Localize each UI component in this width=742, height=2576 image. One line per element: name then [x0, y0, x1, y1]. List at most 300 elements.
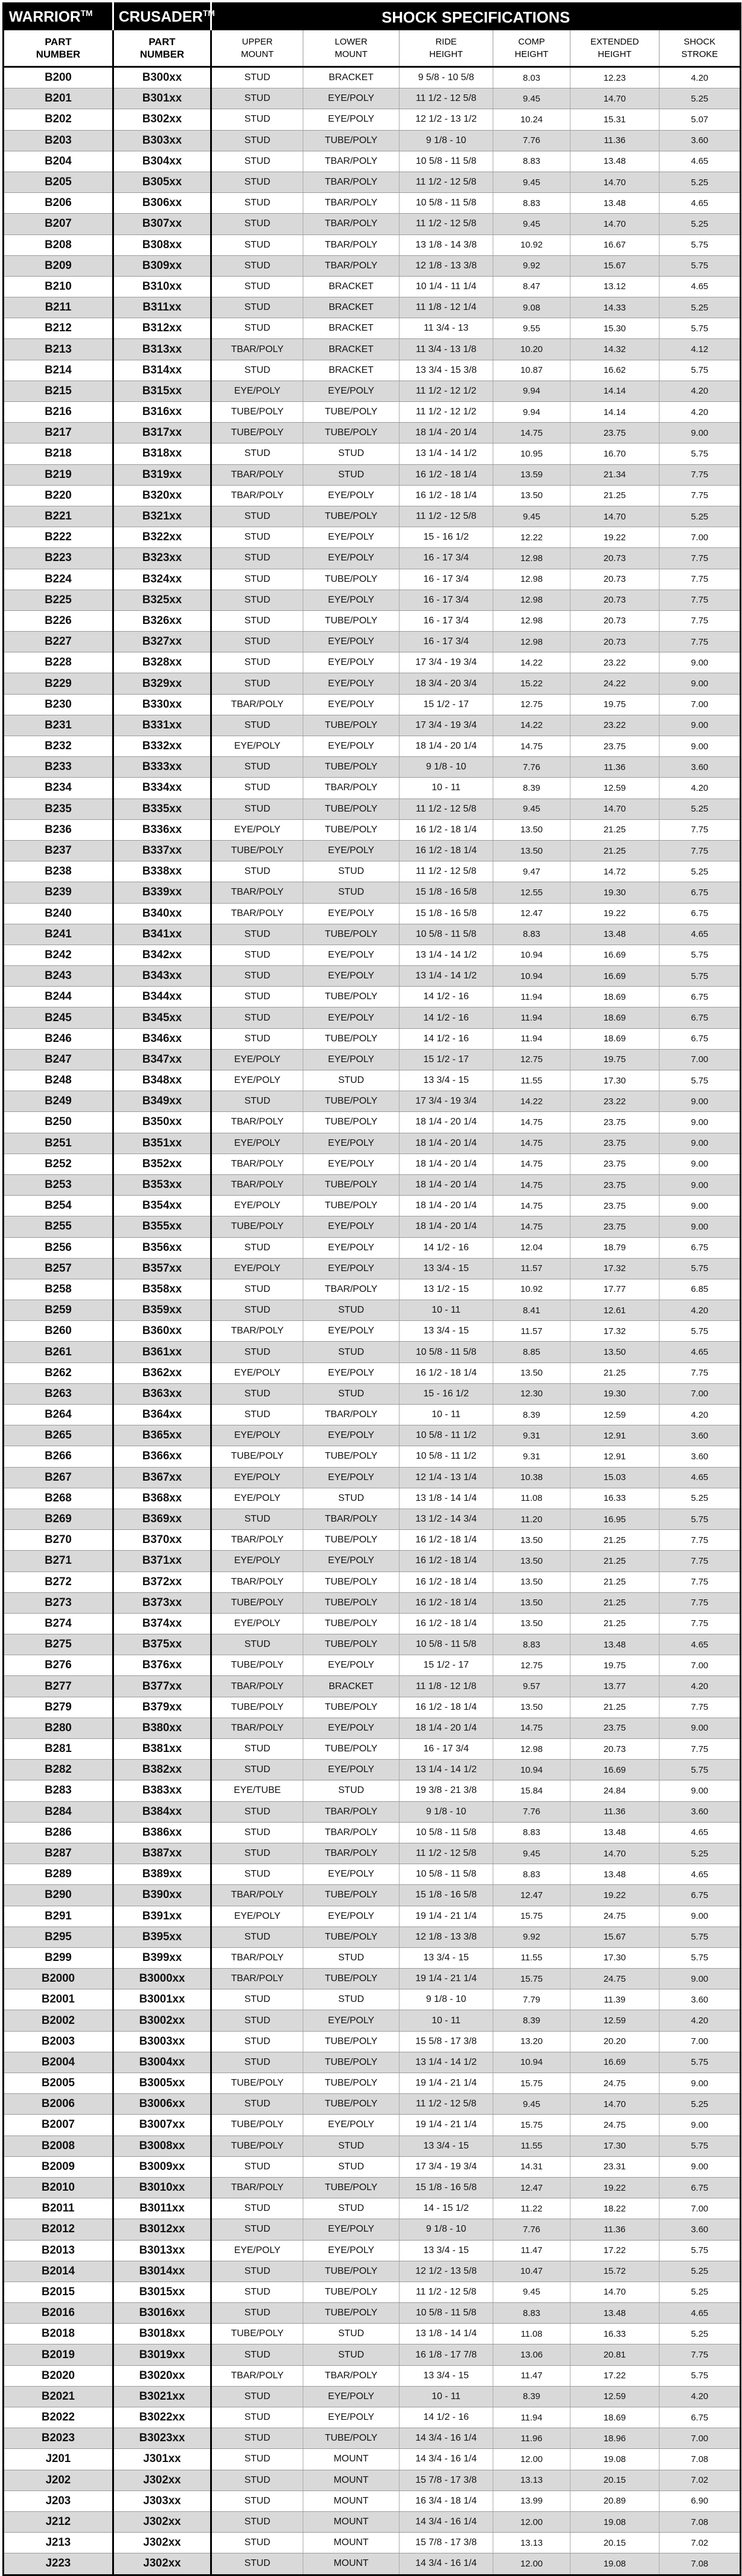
table-row [4, 1363, 741, 1383]
lower-mount: TBAR/POLY [303, 1405, 399, 1425]
warrior-part-number: B213 [4, 339, 113, 360]
lower-mount: TUBE/POLY [303, 1174, 399, 1195]
warrior-part-number: B219 [4, 464, 113, 485]
extended-height: 18.79 [570, 1237, 659, 1258]
lower-mount: EYE/POLY [303, 527, 399, 548]
ride-height: 18 1/4 - 20 1/4 [399, 1112, 493, 1133]
table-row [4, 172, 741, 192]
table-row [4, 736, 741, 757]
comp-height: 12.47 [493, 1885, 570, 1906]
shock-stroke: 4.65 [659, 2303, 741, 2324]
ride-height: 9 1/8 - 10 [399, 757, 493, 778]
crusader-part-number: B371xx [113, 1551, 211, 1571]
ride-height: 13 1/4 - 14 1/2 [399, 966, 493, 987]
lower-mount: TUBE/POLY [303, 1697, 399, 1718]
lower-mount: EYE/POLY [303, 485, 399, 506]
shock-stroke: 5.75 [659, 966, 741, 987]
crusader-part-number: B357xx [113, 1258, 211, 1279]
crusader-part-number: B363xx [113, 1383, 211, 1404]
warrior-part-number: B239 [4, 882, 113, 903]
extended-height: 15.03 [570, 1467, 659, 1488]
comp-height: 8.39 [493, 1405, 570, 1425]
lower-mount: EYE/POLY [303, 652, 399, 673]
comp-height: 13.50 [493, 1363, 570, 1383]
extended-height: 19.75 [570, 1049, 659, 1070]
extended-height: 21.25 [570, 1613, 659, 1634]
warrior-part-number: B274 [4, 1613, 113, 1634]
ride-height: 14 3/4 - 16 1/4 [399, 2511, 493, 2532]
ride-height: 10 - 11 [399, 1300, 493, 1321]
shock-stroke: 7.75 [659, 464, 741, 485]
comp-height: 8.83 [493, 151, 570, 172]
warrior-part-number: B290 [4, 1885, 113, 1906]
warrior-part-number: B251 [4, 1133, 113, 1154]
table-row [4, 1801, 741, 1822]
upper-mount: STUD [211, 2094, 303, 2115]
ride-height: 19 1/4 - 21 1/4 [399, 2115, 493, 2135]
ride-height: 10 5/8 - 11 1/2 [399, 1446, 493, 1467]
comp-height: 8.41 [493, 1300, 570, 1321]
spec-sheet [2, 2, 740, 2576]
table-row [4, 882, 741, 903]
table-row [4, 2115, 741, 2135]
warrior-part-number: B2000 [4, 1969, 113, 1989]
extended-height: 15.67 [570, 255, 659, 276]
upper-mount: STUD [211, 2553, 303, 2575]
upper-mount: STUD [211, 569, 303, 590]
comp-height: 14.75 [493, 1112, 570, 1133]
crusader-part-number: B372xx [113, 1571, 211, 1592]
crusader-part-number: B364xx [113, 1405, 211, 1425]
crusader-part-number: B389xx [113, 1864, 211, 1885]
shock-stroke: 5.25 [659, 1843, 741, 1864]
extended-height: 20.20 [570, 2031, 659, 2052]
lower-mount: TUBE/POLY [303, 1927, 399, 1947]
crusader-part-number: B384xx [113, 1801, 211, 1822]
warrior-part-number: B2022 [4, 2407, 113, 2428]
upper-mount: STUD [211, 297, 303, 318]
warrior-part-number: B209 [4, 255, 113, 276]
crusader-part-number: B300xx [113, 67, 211, 88]
comp-height: 8.83 [493, 924, 570, 945]
comp-height: 12.22 [493, 527, 570, 548]
warrior-part-number: B234 [4, 778, 113, 799]
shock-stroke: 7.75 [659, 1571, 741, 1592]
comp-height: 14.75 [493, 736, 570, 757]
warrior-part-number: B2011 [4, 2198, 113, 2219]
warrior-part-number: B2020 [4, 2365, 113, 2386]
warrior-part-number: B268 [4, 1488, 113, 1509]
table-row [4, 1091, 741, 1112]
crusader-part-number: B3009xx [113, 2156, 211, 2177]
extended-height: 18.22 [570, 2198, 659, 2219]
extended-height: 13.48 [570, 2303, 659, 2324]
shock-stroke: 9.00 [659, 1780, 741, 1801]
table-row [4, 1927, 741, 1947]
crusader-part-number: B376xx [113, 1655, 211, 1676]
crusader-part-number-header: PART NUMBER [113, 30, 211, 67]
table-row [4, 2449, 741, 2470]
shock-stroke: 5.25 [659, 861, 741, 882]
crusader-part-number: B395xx [113, 1927, 211, 1947]
shock-stroke: 6.75 [659, 1028, 741, 1049]
extended-height: 13.48 [570, 193, 659, 214]
warrior-part-number: B287 [4, 1843, 113, 1864]
upper-mount: TUBE/POLY [211, 2135, 303, 2156]
upper-mount: STUD [211, 2031, 303, 2052]
ride-height: 11 1/8 - 12 1/4 [399, 297, 493, 318]
ride-height: 16 - 17 3/4 [399, 590, 493, 610]
extended-height: 23.75 [570, 1718, 659, 1738]
table-row [4, 569, 741, 590]
shock-stroke: 9.00 [659, 1133, 741, 1154]
lower-mount: EYE/POLY [303, 2386, 399, 2407]
crusader-part-number: B340xx [113, 903, 211, 924]
crusader-part-number: B307xx [113, 214, 211, 235]
table-header [4, 4, 741, 67]
shock-stroke: 5.25 [659, 88, 741, 109]
table-row [4, 1509, 741, 1529]
upper-mount: STUD [211, 1028, 303, 1049]
upper-mount: TBAR/POLY [211, 2365, 303, 2386]
shock-stroke: 5.75 [659, 1321, 741, 1342]
upper-mount: STUD [211, 193, 303, 214]
ride-height: 19 1/4 - 21 1/4 [399, 1906, 493, 1927]
shock-stroke: 6.75 [659, 903, 741, 924]
comp-height: 12.55 [493, 882, 570, 903]
table-row [4, 423, 741, 443]
comp-height: 12.98 [493, 569, 570, 590]
lower-mount: STUD [303, 1780, 399, 1801]
table-row [4, 548, 741, 569]
shock-specifications-title: SHOCK SPECIFICATIONS [211, 4, 741, 31]
table-row [4, 590, 741, 610]
ride-height: 17 3/4 - 19 3/4 [399, 715, 493, 736]
ride-height: 16 - 17 3/4 [399, 548, 493, 569]
crusader-part-number: B3000xx [113, 1969, 211, 1989]
upper-mount-header: UPPER MOUNT [211, 30, 303, 67]
table-row [4, 1613, 741, 1634]
extended-height: 16.70 [570, 443, 659, 464]
crusader-part-number: B315xx [113, 381, 211, 401]
extended-height: 21.25 [570, 1697, 659, 1718]
table-row [4, 1258, 741, 1279]
lower-mount: TUBE/POLY [303, 2303, 399, 2324]
warrior-part-number: B261 [4, 1342, 113, 1363]
shock-stroke: 5.75 [659, 1258, 741, 1279]
table-row [4, 799, 741, 819]
crusader-part-number: B381xx [113, 1739, 211, 1760]
crusader-part-number: B351xx [113, 1133, 211, 1154]
upper-mount: EYE/POLY [211, 1133, 303, 1154]
warrior-part-number: B202 [4, 109, 113, 130]
ride-height: 10 1/4 - 11 1/4 [399, 276, 493, 297]
warrior-part-number: B271 [4, 1551, 113, 1571]
upper-mount: STUD [211, 1509, 303, 1529]
comp-height: 11.57 [493, 1258, 570, 1279]
crusader-part-number: B387xx [113, 1843, 211, 1864]
shock-stroke: 7.75 [659, 569, 741, 590]
warrior-part-number: B281 [4, 1739, 113, 1760]
lower-mount: TUBE/POLY [303, 1112, 399, 1133]
table-row [4, 2282, 741, 2302]
upper-mount: STUD [211, 255, 303, 276]
ride-height: 11 1/2 - 12 5/8 [399, 214, 493, 235]
ride-height: 14 3/4 - 16 1/4 [399, 2449, 493, 2470]
lower-mount: STUD [303, 1342, 399, 1363]
crusader-part-number: B330xx [113, 694, 211, 715]
table-row [4, 193, 741, 214]
shock-stroke: 5.25 [659, 2282, 741, 2302]
upper-mount: EYE/POLY [211, 1467, 303, 1488]
warrior-part-number: B2016 [4, 2303, 113, 2324]
comp-height: 9.92 [493, 1927, 570, 1947]
comp-height: 12.98 [493, 632, 570, 652]
crusader-part-number: B348xx [113, 1070, 211, 1091]
comp-height: 9.94 [493, 381, 570, 401]
extended-height: 13.77 [570, 1676, 659, 1697]
comp-height: 8.39 [493, 2010, 570, 2031]
comp-height: 14.22 [493, 1091, 570, 1112]
table-row [4, 1822, 741, 1843]
comp-height: 8.47 [493, 276, 570, 297]
ride-height: 15 1/8 - 16 5/8 [399, 1885, 493, 1906]
comp-height-header: COMP HEIGHT [493, 30, 570, 67]
warrior-part-number: B231 [4, 715, 113, 736]
comp-height: 7.79 [493, 1989, 570, 2010]
warrior-part-number: B270 [4, 1530, 113, 1551]
crusader-part-number: B360xx [113, 1321, 211, 1342]
ride-height: 16 1/2 - 18 1/4 [399, 1613, 493, 1634]
table-row [4, 360, 741, 381]
extended-height: 19.75 [570, 1655, 659, 1676]
extended-height: 20.73 [570, 548, 659, 569]
lower-mount: TUBE/POLY [303, 987, 399, 1007]
table-row [4, 2261, 741, 2282]
table-row [4, 485, 741, 506]
lower-mount: TBAR/POLY [303, 172, 399, 192]
warrior-part-number: B246 [4, 1028, 113, 1049]
comp-height: 13.99 [493, 2491, 570, 2511]
crusader-part-number: B308xx [113, 235, 211, 255]
comp-height: 13.06 [493, 2344, 570, 2365]
warrior-part-number: B238 [4, 861, 113, 882]
comp-height: 14.75 [493, 1196, 570, 1216]
comp-height: 12.75 [493, 694, 570, 715]
ride-height: 13 1/8 - 14 3/8 [399, 235, 493, 255]
comp-height: 13.59 [493, 464, 570, 485]
shock-stroke: 6.75 [659, 1885, 741, 1906]
lower-mount: EYE/POLY [303, 903, 399, 924]
upper-mount: EYE/TUBE [211, 1780, 303, 1801]
crusader-part-number: B350xx [113, 1112, 211, 1133]
extended-height: 13.48 [570, 1822, 659, 1843]
lower-mount: STUD [303, 2198, 399, 2219]
comp-height: 11.08 [493, 2324, 570, 2344]
crusader-part-number: B383xx [113, 1780, 211, 1801]
ride-height: 15 7/8 - 17 3/8 [399, 2470, 493, 2491]
extended-height: 20.15 [570, 2533, 659, 2553]
upper-mount: TBAR/POLY [211, 1676, 303, 1697]
comp-height: 13.50 [493, 840, 570, 861]
upper-mount: TUBE/POLY [211, 402, 303, 423]
comp-height: 12.75 [493, 1049, 570, 1070]
warrior-part-number: B255 [4, 1216, 113, 1237]
shock-stroke: 7.75 [659, 590, 741, 610]
lower-mount: TBAR/POLY [303, 193, 399, 214]
extended-height: 20.73 [570, 590, 659, 610]
warrior-part-number: B265 [4, 1425, 113, 1446]
lower-mount: EYE/POLY [303, 2010, 399, 2031]
table-row [4, 1780, 741, 1801]
warrior-part-number: B2007 [4, 2115, 113, 2135]
comp-height: 10.95 [493, 443, 570, 464]
lower-mount: EYE/POLY [303, 1321, 399, 1342]
table-row [4, 987, 741, 1007]
warrior-part-number: B236 [4, 819, 113, 840]
comp-height: 15.84 [493, 1780, 570, 1801]
comp-height: 8.85 [493, 1342, 570, 1363]
comp-height: 8.83 [493, 1822, 570, 1843]
shock-stroke: 6.90 [659, 2491, 741, 2511]
ride-height: 13 1/2 - 15 [399, 1279, 493, 1300]
table-row [4, 2303, 741, 2324]
shock-stroke: 9.00 [659, 736, 741, 757]
table-row [4, 2135, 741, 2156]
extended-height: 19.08 [570, 2553, 659, 2575]
comp-height: 12.47 [493, 2177, 570, 2198]
table-row [4, 924, 741, 945]
extended-height: 13.48 [570, 1864, 659, 1885]
ride-height: 10 5/8 - 11 1/2 [399, 1425, 493, 1446]
warrior-part-number: B277 [4, 1676, 113, 1697]
comp-height: 13.50 [493, 485, 570, 506]
comp-height: 10.87 [493, 360, 570, 381]
shock-stroke: 9.00 [659, 1112, 741, 1133]
extended-height: 24.84 [570, 1780, 659, 1801]
table-row [4, 1174, 741, 1195]
shock-stroke: 6.75 [659, 2177, 741, 2198]
comp-height: 11.55 [493, 1947, 570, 1968]
warrior-part-number: B253 [4, 1174, 113, 1195]
ride-height: 11 1/2 - 12 5/8 [399, 861, 493, 882]
warrior-part-number: B247 [4, 1049, 113, 1070]
upper-mount: STUD [211, 652, 303, 673]
crusader-part-number: B310xx [113, 276, 211, 297]
extended-height: 21.25 [570, 819, 659, 840]
crusader-part-number: B306xx [113, 193, 211, 214]
lower-mount: TUBE/POLY [303, 819, 399, 840]
ride-height: 16 1/2 - 18 1/4 [399, 840, 493, 861]
ride-height: 18 1/4 - 20 1/4 [399, 1216, 493, 1237]
ride-height: 15 1/8 - 16 5/8 [399, 903, 493, 924]
lower-mount: TUBE/POLY [303, 1634, 399, 1655]
ride-height: 10 5/8 - 11 5/8 [399, 1342, 493, 1363]
table-row [4, 1446, 741, 1467]
crusader-part-number: B311xx [113, 297, 211, 318]
extended-height: 21.25 [570, 1363, 659, 1383]
table-row [4, 2344, 741, 2365]
lower-mount: EYE/POLY [303, 2240, 399, 2261]
ride-height: 12 1/2 - 13 5/8 [399, 2261, 493, 2282]
upper-mount: STUD [211, 318, 303, 339]
upper-mount: EYE/POLY [211, 1258, 303, 1279]
comp-height: 10.94 [493, 966, 570, 987]
extended-height: 23.22 [570, 1091, 659, 1112]
shock-stroke: 6.75 [659, 1007, 741, 1028]
table-row [4, 652, 741, 673]
comp-height: 14.22 [493, 715, 570, 736]
ride-height: 17 3/4 - 19 3/4 [399, 1091, 493, 1112]
upper-mount: TUBE/POLY [211, 2324, 303, 2344]
lower-mount: EYE/POLY [303, 1906, 399, 1927]
warrior-part-number: B204 [4, 151, 113, 172]
extended-height: 17.32 [570, 1321, 659, 1342]
upper-mount: STUD [211, 1237, 303, 1258]
comp-height: 9.45 [493, 214, 570, 235]
extended-height: 16.33 [570, 2324, 659, 2344]
comp-height: 10.94 [493, 1760, 570, 1780]
ride-height: 14 1/2 - 16 [399, 1007, 493, 1028]
crusader-part-number: B312xx [113, 318, 211, 339]
lower-mount: EYE/POLY [303, 1425, 399, 1446]
crusader-part-number: B344xx [113, 987, 211, 1007]
extended-height: 23.31 [570, 2156, 659, 2177]
table-row [4, 1906, 741, 1927]
lower-mount: TUBE/POLY [303, 506, 399, 527]
extended-height: 23.75 [570, 1112, 659, 1133]
shock-stroke: 4.20 [659, 1676, 741, 1697]
ride-height: 16 1/2 - 18 1/4 [399, 1697, 493, 1718]
ride-height: 16 1/2 - 18 1/4 [399, 1592, 493, 1613]
comp-height: 15.75 [493, 1906, 570, 1927]
upper-mount: STUD [211, 276, 303, 297]
extended-height: 16.67 [570, 235, 659, 255]
upper-mount: STUD [211, 1822, 303, 1843]
ride-height-header: RIDE HEIGHT [399, 30, 493, 67]
table-row [4, 1718, 741, 1738]
comp-height: 13.13 [493, 2533, 570, 2553]
comp-height: 10.92 [493, 1279, 570, 1300]
warrior-part-number: B2010 [4, 2177, 113, 2198]
warrior-part-number: B2018 [4, 2324, 113, 2344]
crusader-part-number: B302xx [113, 109, 211, 130]
table-row [4, 1237, 741, 1258]
comp-height: 11.08 [493, 1488, 570, 1509]
shock-stroke: 5.75 [659, 2240, 741, 2261]
crusader-part-number: B325xx [113, 590, 211, 610]
extended-height: 17.22 [570, 2365, 659, 2386]
table-row [4, 67, 741, 88]
comp-height: 12.00 [493, 2553, 570, 2575]
ride-height: 16 1/2 - 18 1/4 [399, 1363, 493, 1383]
extended-height: 12.59 [570, 778, 659, 799]
upper-mount: TBAR/POLY [211, 903, 303, 924]
crusader-part-number: B391xx [113, 1906, 211, 1927]
comp-height: 14.31 [493, 2156, 570, 2177]
upper-mount: STUD [211, 2449, 303, 2470]
crusader-part-number: B3004xx [113, 2052, 211, 2073]
table-row [4, 715, 741, 736]
shock-stroke: 9.00 [659, 2073, 741, 2094]
upper-mount: TUBE/POLY [211, 2115, 303, 2135]
lower-mount: TUBE/POLY [303, 2261, 399, 2282]
upper-mount: STUD [211, 632, 303, 652]
crusader-part-number: B343xx [113, 966, 211, 987]
table-row [4, 214, 741, 235]
warrior-part-number: B230 [4, 694, 113, 715]
crusader-part-number: B373xx [113, 1592, 211, 1613]
